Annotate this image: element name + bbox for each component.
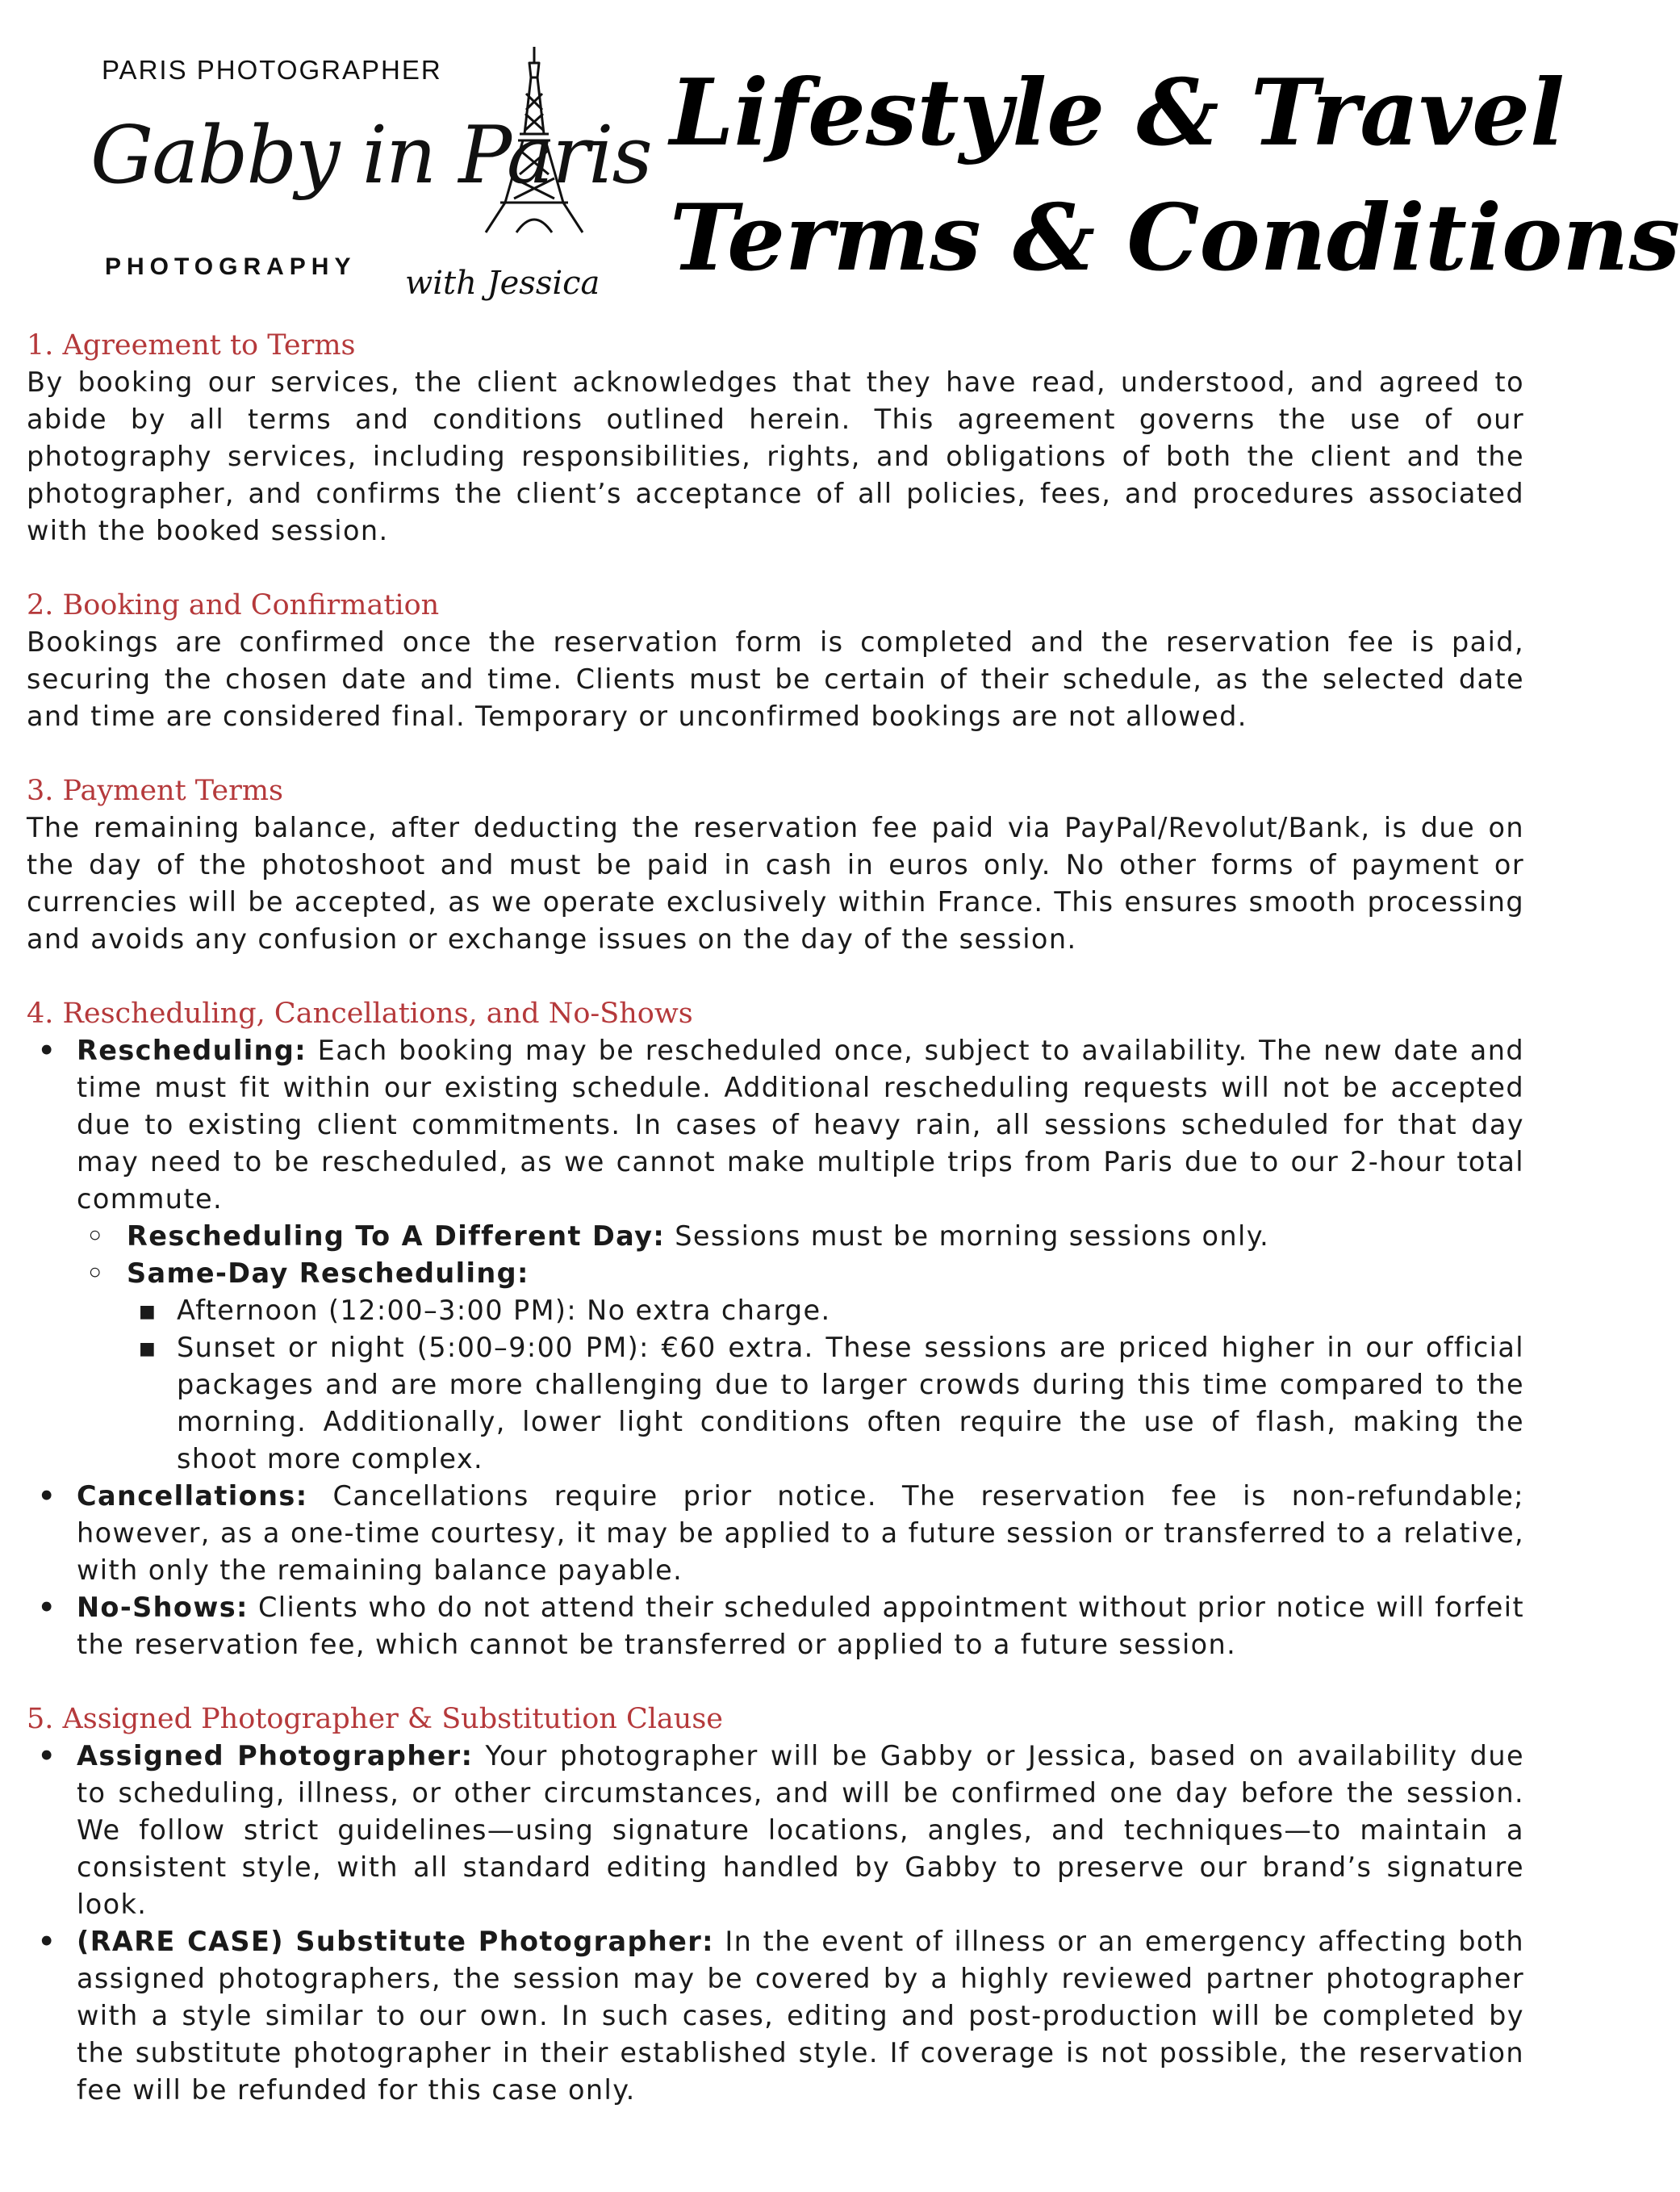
logo-with-jessica: with Jessica (405, 265, 600, 302)
section-heading: 4. Rescheduling, Cancellations, and No-Shows (27, 998, 693, 1030)
list-item-sunset: ▪ Sunset or night (5:00–9:00 PM): €60 extra. These sessions are priced higher in our official packages and are more challenging due to larger crowds during this time compared to the morning. Additionally, lower light conditions often require the use of flash, making the shoot more complex. (127, 1329, 1524, 1478)
section-body: By booking our services, the client acknowledges that they have read, understood, and agreed to abide by all terms and conditions outlined herein. This agreement governs the use of our photography services, including responsibilities, rights, and obligations of both the client and the photographer, and confirms the client’s acceptance of all policies, fees, and procedures associated with the booked session. (27, 366, 1524, 546)
section-booking (27, 587, 1524, 735)
logo-tagline-top: PARIS PHOTOGRAPHER (102, 55, 442, 85)
section-payment (27, 772, 1524, 958)
title-line-1: Lifestyle & Travel (670, 59, 1565, 166)
page-title (670, 50, 1680, 300)
list-item-same-day (77, 1255, 1524, 1478)
list-item-cancellations (27, 1478, 1524, 1589)
section-assigned-photographer (27, 1700, 1524, 2109)
item-label: Cancellations: (77, 1480, 308, 1512)
item-label: (RARE CASE) Substitute Photographer: (77, 1926, 714, 1957)
item-label: Rescheduling: (77, 1035, 307, 1066)
title-line-2: Terms & Conditions (670, 184, 1680, 291)
list-item-assigned (27, 1738, 1524, 1923)
item-text: Clients who do not attend their scheduled appointment without prior notice will forfeit the reservation fee, which cannot be transferred or applied to a future session. (77, 1592, 1524, 1660)
section-heading: 3. Payment Terms (27, 775, 283, 807)
item-text: In the event of illness or an emergency affecting both assigned photographers, the session may be covered by a highly reviewed partner photographer with a style similar to our own. In such cases, editing and post-production will be completed by the substitute photographer in their established style. If coverage is not possible, the reservation fee will be refunded for this case only. (77, 1926, 1524, 2106)
item-text: Your photographer will be Gabby or Jessica, based on availability due to scheduling, illness, or other circumstances, and will be confirmed one day before the session. We follow strict guidelines—using signature locations, angles, and techniques—to maintain a consistent style, with all standard editing handled by Gabby to preserve our brand’s signature look. (77, 1740, 1524, 1920)
list-item-different-day (77, 1218, 1524, 1255)
item-text: Sessions must be morning sessions only. (665, 1220, 1270, 1252)
item-text: Cancellations require prior notice. The reservation fee is non-refundable; however, as a one-time courtesy, it may be applied to a future session or transferred to a relative, with only the remaining balance payable. (77, 1480, 1524, 1586)
list-item-afternoon: ▪ Afternoon (12:00–3:00 PM): No extra charge. (127, 1292, 1524, 1329)
section-body: The remaining balance, after deducting the reservation fee paid via PayPal/Revolut/Bank, is due on the day of the photoshoot and must be paid in cash in euros only. No other forms of payment or currencies will be accepted, as we operate exclusively within France. This ensures smooth processing and avoids any confusion or exchange issues on the day of the session. (27, 812, 1524, 955)
item-label: No-Shows: (77, 1592, 249, 1623)
bullet-list (27, 1032, 1524, 1663)
logo-tagline-bottom: PHOTOGRAPHY (105, 253, 357, 280)
item-text: Each booking may be rescheduled once, subject to availability. The new date and time must fit within our existing schedule. Additional rescheduling requests will not be accepted due to existing client commitments. In cases of heavy rain, all sessions scheduled for that day may need to be rescheduled, as we cannot make multiple trips from Paris due to our 2-hour total commute. (77, 1035, 1524, 1215)
list-item-rescheduling (27, 1032, 1524, 1478)
section-body: Bookings are confirmed once the reservation form is completed and the reservation fee is paid, securing the chosen date and time. Clients must be certain of their schedule, as the selected date and time are considered final. Temporary or unconfirmed bookings are not allowed. (27, 626, 1524, 732)
item-label: Same-Day Rescheduling: (127, 1257, 529, 1289)
section-heading: 2. Booking and Confirmation (27, 589, 440, 621)
sub-bullet-list (77, 1218, 1524, 1478)
item-label: Assigned Photographer: (77, 1740, 474, 1772)
section-agreement (27, 327, 1524, 550)
section-rescheduling (27, 995, 1524, 1663)
section-heading: 1. Agreement to Terms (27, 329, 356, 362)
brand-logo (90, 45, 655, 303)
list-item-no-shows (27, 1589, 1524, 1663)
sub-sub-bullet-list (127, 1292, 1524, 1478)
logo-script-name: Gabby in Paris (90, 110, 651, 202)
item-label: Rescheduling To A Different Day: (127, 1220, 666, 1252)
list-item-substitute (27, 1923, 1524, 2109)
bullet-list (27, 1738, 1524, 2109)
section-heading: 5. Assigned Photographer & Substitution Clause (27, 1703, 724, 1735)
terms-content (27, 327, 1524, 2146)
